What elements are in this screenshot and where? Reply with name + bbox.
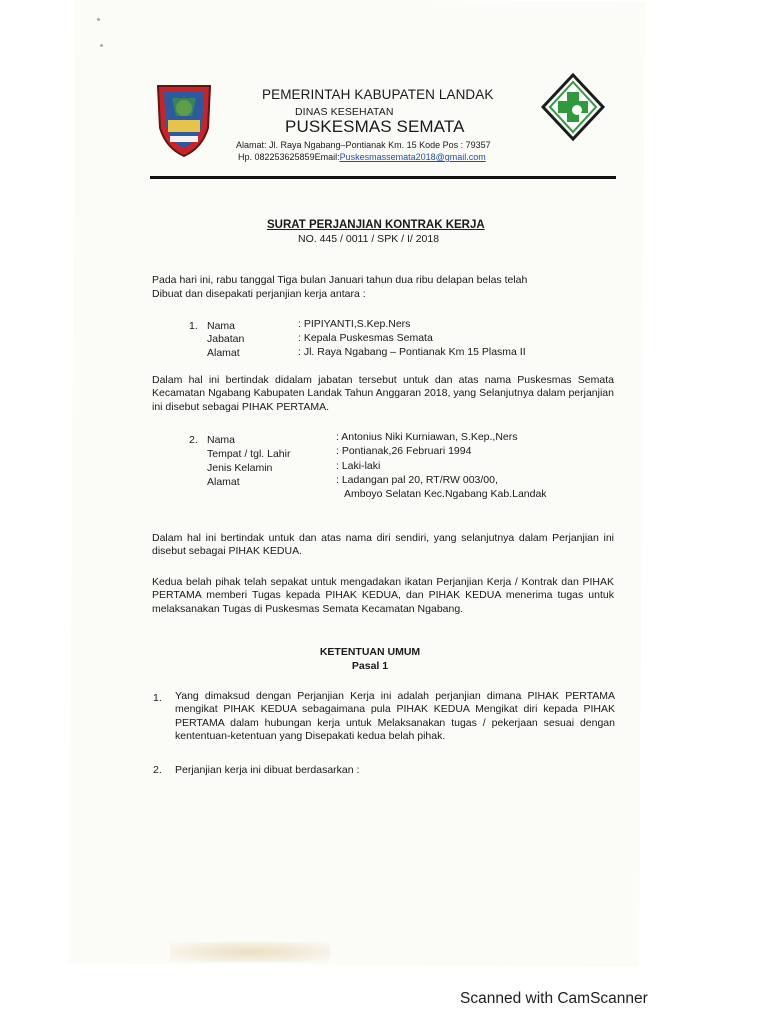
camscanner-watermark: Scanned with CamScanner xyxy=(460,990,648,1007)
party1-address-label: Alamat xyxy=(207,347,240,359)
party2-name: : Antonius Niki Kurniawan, S.Kep.,Ners xyxy=(336,431,518,443)
header-government: PEMERINTAH KABUPATEN LANDAK xyxy=(262,87,494,102)
intro-line-1: Pada hari ini, rabu tanggal Tiga bulan Januari tahun dua ribu delapan belas telah xyxy=(152,274,528,286)
scan-speck xyxy=(97,18,100,21)
header-agency: DINAS KESEHATAN xyxy=(295,106,394,118)
doc-title: SURAT PERJANJIAN KONTRAK KERJA xyxy=(267,219,485,231)
paragraph-pihak-pertama: Dalam hal ini bertindak didalam jabatan tersebut untuk dan atas nama Puskesmas Semata Kecamatan Ngabang Kabupaten Landak Tahun Anggaran 2018, yang Selanjutnya dalam perjanjian ini disebut sebagai PIHAK PERTAMA. xyxy=(152,374,614,413)
scan-speck xyxy=(100,44,103,47)
section-article: Pasal 1 xyxy=(351,660,389,672)
item1-number: 1. xyxy=(153,692,162,704)
party2-birth: : Pontianak,26 Februari 1994 xyxy=(336,445,472,457)
party2-address-line-2: Amboyo Selatan Kec.Ngabang Kab.Landak xyxy=(344,488,547,500)
party2-birth-label: Tempat / tgl. Lahir xyxy=(207,448,291,460)
paper-edge-stain xyxy=(170,942,330,962)
party1-position: : Kepala Puskesmas Semata xyxy=(298,332,433,344)
party1-name: : PIPIYANTI,S.Kep.Ners xyxy=(298,318,411,330)
intro-line-2: Dibuat dan disepakati perjanjian kerja antara : xyxy=(152,288,366,300)
party1-number: 1. xyxy=(189,320,198,332)
paragraph-pihak-kedua: Dalam hal ini bertindak untuk dan atas nama diri sendiri, yang selanjutnya dalam Perjanjian ini disebut sebagai PIHAK KEDUA. xyxy=(152,532,614,558)
header-puskesmas: PUSKESMAS SEMATA xyxy=(285,117,465,136)
header-email-link[interactable]: Puskesmassemata2018@gmail.com xyxy=(339,152,486,162)
party2-gender: : Laki-laki xyxy=(336,460,381,472)
item1-text: Yang dimaksud dengan Perjanjian Kerja ini adalah perjanjian dimana PIHAK PERTAMA mengikat PIHAK KEDUA sebagaimana pula PIHAK KEDUA Mengikat diri kepada PIHAK PERTAMA dalam hubungan kerja untuk Melaksanakan tugas / pekerjaan sesuai dengan kententuan-ketentuan yang Disepakati kedua belah pihak. xyxy=(175,690,615,743)
party1-name-label: Nama xyxy=(207,320,236,332)
paragraph-agreement: Kedua belah pihak telah sepakat untuk mengadakan ikatan Perjanjian Kerja / Kontrak dan PIHAK PERTAMA memberi Tugas kepada PIHAK KEDUA, dan PIHAK KEDUA menerima tugas untuk melaksanakan Tugas di Puskesmas Semata Kecamatan Ngabang. xyxy=(152,576,614,615)
party2-number: 2. xyxy=(189,434,198,446)
party1-address: : Jl. Raya Ngabang – Pontianak Km 15 Plasma II xyxy=(298,346,526,358)
party2-address-label: Alamat xyxy=(207,476,240,488)
party1-position-label: Jabatan xyxy=(207,333,245,345)
doc-number: NO. 445 / 0011 / SPK / I/ 2018 xyxy=(298,233,440,245)
party2-gender-label: Jenis Kelamin xyxy=(207,462,273,474)
header-phone: Hp. 082253625859Email: xyxy=(238,152,340,162)
party2-name-label: Nama xyxy=(207,434,236,446)
item2-number: 2. xyxy=(153,764,162,776)
section-title: KETENTUAN UMUM xyxy=(319,646,421,658)
header-rule xyxy=(150,176,616,179)
puskesmas-cross-logo xyxy=(540,72,606,142)
header-address: Alamat: Jl. Raya Ngabang–Pontianak Km. 15 Kode Pos : 79357 xyxy=(236,140,491,150)
landak-crest-logo xyxy=(152,80,216,158)
header-contact xyxy=(238,152,486,163)
party2-address-line-1: : Ladangan pal 20, RT/RW 003/00, xyxy=(336,474,498,486)
item2-text: Perjanjian kerja ini dibuat berdasarkan : xyxy=(175,764,360,776)
